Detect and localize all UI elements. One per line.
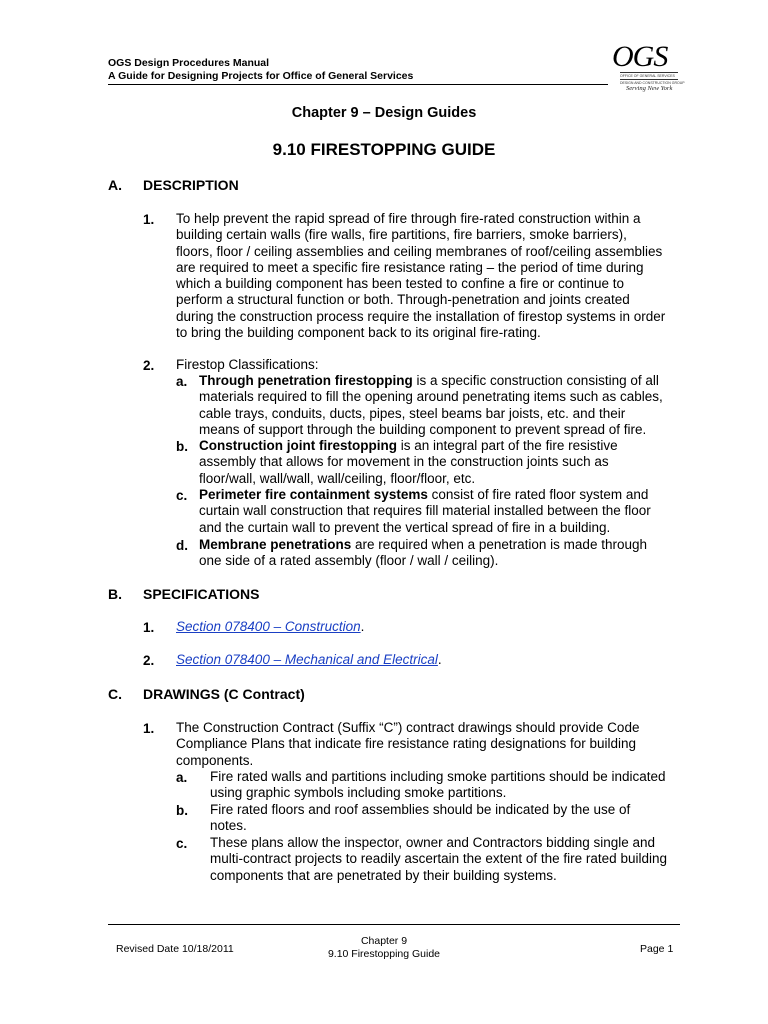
c1-sub-c-line: multi-contract projects to readily ascertain the extent of the fire rated building — [210, 851, 667, 867]
a2-sub-b-line: floor/wall, wall/wall, wall/ceiling, floor/floor, etc. — [199, 470, 476, 486]
a2-sub-b — [199, 438, 679, 487]
c1-line: components. — [176, 752, 254, 768]
a2-sub-c-line: curtain wall construction that requires fill material installed between the floor — [199, 503, 651, 519]
c1-sub-c-line: components that are penetrated by their building systems. — [210, 867, 557, 883]
a2-sub-d-text: are required when a penetration is made through — [351, 537, 647, 552]
b1-item — [176, 619, 364, 635]
a2-sub-a-line: cable trays, conduits, ducts, pipes, steel beams bar joists, etc. and their — [199, 405, 626, 421]
ogs-logo — [612, 40, 685, 94]
ogs-logo-mark: OGS — [612, 40, 668, 73]
section-a-heading: DESCRIPTION — [143, 177, 239, 193]
a2-sub-b-label: b. — [176, 439, 188, 454]
a2-sub-b-term: Construction joint firestopping — [199, 438, 397, 453]
c1-line: Compliance Plans that indicate fire resistance rating designations for building — [176, 736, 637, 752]
c1-sub-b — [210, 802, 680, 835]
revised-date: Revised Date 10/18/2011 — [116, 943, 234, 955]
a2-sub-a-line: materials required to fill the opening around penetrating items such as cables, — [199, 389, 663, 405]
c1-sub-a-line: Fire rated walls and partitions including smoke partitions should be indicated — [210, 769, 666, 784]
footer-chapter: Chapter 9 — [360, 935, 408, 947]
footer-rule — [108, 924, 680, 925]
a1-line: to bring the building component back to its original fire-rating. — [176, 325, 541, 341]
b1-number: 1. — [143, 620, 155, 635]
a1-line: floors, floor / ceiling assemblies and ceiling membranes of roof/ceiling assemblies — [176, 243, 663, 259]
c1-sub-a-label: a. — [176, 770, 188, 785]
section-b-heading: SPECIFICATIONS — [143, 586, 260, 602]
c1-sub-a-line: using graphic symbols including smoke partitions. — [210, 785, 507, 801]
c1-sub-b-line: Fire rated floors and roof assemblies should be indicated by the use of — [210, 802, 631, 817]
b2-tail: . — [437, 652, 442, 667]
a2-sub-a-term: Through penetration firestopping — [199, 373, 413, 388]
a2-sub-a-text: is a specific construction consisting of all — [412, 373, 659, 388]
a1-line: building certain walls (fire walls, fire partitions, fire barriers, smoke barriers), — [176, 227, 627, 243]
logo-fine-line-2: DESIGN AND CONSTRUCTION GROUP — [620, 81, 685, 85]
a2-sub-d — [199, 537, 679, 570]
c1-number: 1. — [143, 721, 155, 736]
a2-sub-c-text: consist of fire rated floor system and — [427, 487, 649, 502]
section-c-heading: DRAWINGS (C Contract) — [143, 686, 305, 702]
c1-sub-b-label: b. — [176, 803, 188, 818]
b1-tail: . — [360, 619, 365, 634]
a2-sub-a — [199, 373, 679, 438]
a2-sub-d-label: d. — [176, 538, 188, 553]
c1-sub-a — [210, 769, 680, 802]
page-header — [108, 57, 413, 83]
c1-sub-b-line: notes. — [210, 818, 247, 834]
a2-sub-c-line: and the curtain wall to prevent the vertical spread of fire in a building. — [199, 519, 611, 535]
a1-line: during the construction process require the installation of firestop systems in order — [176, 308, 666, 324]
logo-rule-top — [620, 72, 678, 73]
page-number: Page 1 — [640, 943, 674, 955]
a2-number: 2. — [143, 358, 155, 373]
logo-tagline: Serving New York — [626, 85, 673, 92]
manual-title: OGS Design Procedures Manual — [108, 57, 270, 69]
chapter-title: Chapter 9 – Design Guides — [291, 105, 477, 121]
a1-line: are required to meet a specific fire resistance rating – the period of time during — [176, 259, 644, 275]
a1-line: perform a structural function or both. Through-penetration and joints created — [176, 292, 630, 308]
a2-sub-b-line: assembly that allows for movement in the construction joints such as — [199, 454, 609, 470]
section-c-letter: C. — [108, 686, 122, 702]
spec-link-construction[interactable]: Section 078400 – Construction — [176, 619, 361, 634]
a2-sub-b-text: is an integral part of the fire resistive — [396, 438, 618, 453]
spec-link-mechanical-electrical[interactable]: Section 078400 – Mechanical and Electrical — [176, 652, 438, 667]
c1-sub-c — [210, 835, 680, 884]
a2-sub-c — [199, 487, 679, 536]
a2-sub-c-label: c. — [176, 488, 188, 503]
a2-sub-c-term: Perimeter fire containment systems — [199, 487, 428, 502]
b2-item — [176, 652, 442, 668]
a2-sub-d-line: one side of a rated assembly (floor / wall / ceiling). — [199, 553, 499, 569]
manual-subtitle: A Guide for Designing Projects for Office of General Services — [108, 70, 414, 82]
logo-rule-bottom — [620, 79, 678, 80]
footer-section: 9.10 Firestopping Guide — [327, 948, 441, 960]
a1-line: which a building component has been tested to confine a fire or continue to — [176, 276, 625, 292]
a2-intro: Firestop Classifications: — [176, 357, 319, 372]
a1-number: 1. — [143, 212, 155, 227]
c1-paragraph — [176, 720, 676, 769]
section-a-letter: A. — [108, 177, 122, 193]
a1-line: To help prevent the rapid spread of fire through fire-rated construction within a — [176, 211, 641, 226]
header-rule — [108, 84, 608, 85]
section-b-letter: B. — [108, 586, 122, 602]
logo-fine-line-1: OFFICE OF GENERAL SERVICES — [620, 74, 675, 78]
a1-paragraph — [176, 211, 676, 341]
a2-sub-a-line: means of support through the building component to prevent spread of fire. — [199, 421, 647, 437]
section-title: 9.10 FIRESTOPPING GUIDE — [272, 140, 496, 159]
c1-line: The Construction Contract (Suffix “C”) contract drawings should provide Code — [176, 720, 640, 735]
a2-sub-d-term: Membrane penetrations — [199, 537, 352, 552]
c1-sub-c-line: These plans allow the inspector, owner and Contractors bidding single and — [210, 835, 656, 850]
b2-number: 2. — [143, 653, 155, 668]
c1-sub-c-label: c. — [176, 836, 188, 851]
a2-sub-a-label: a. — [176, 374, 188, 389]
